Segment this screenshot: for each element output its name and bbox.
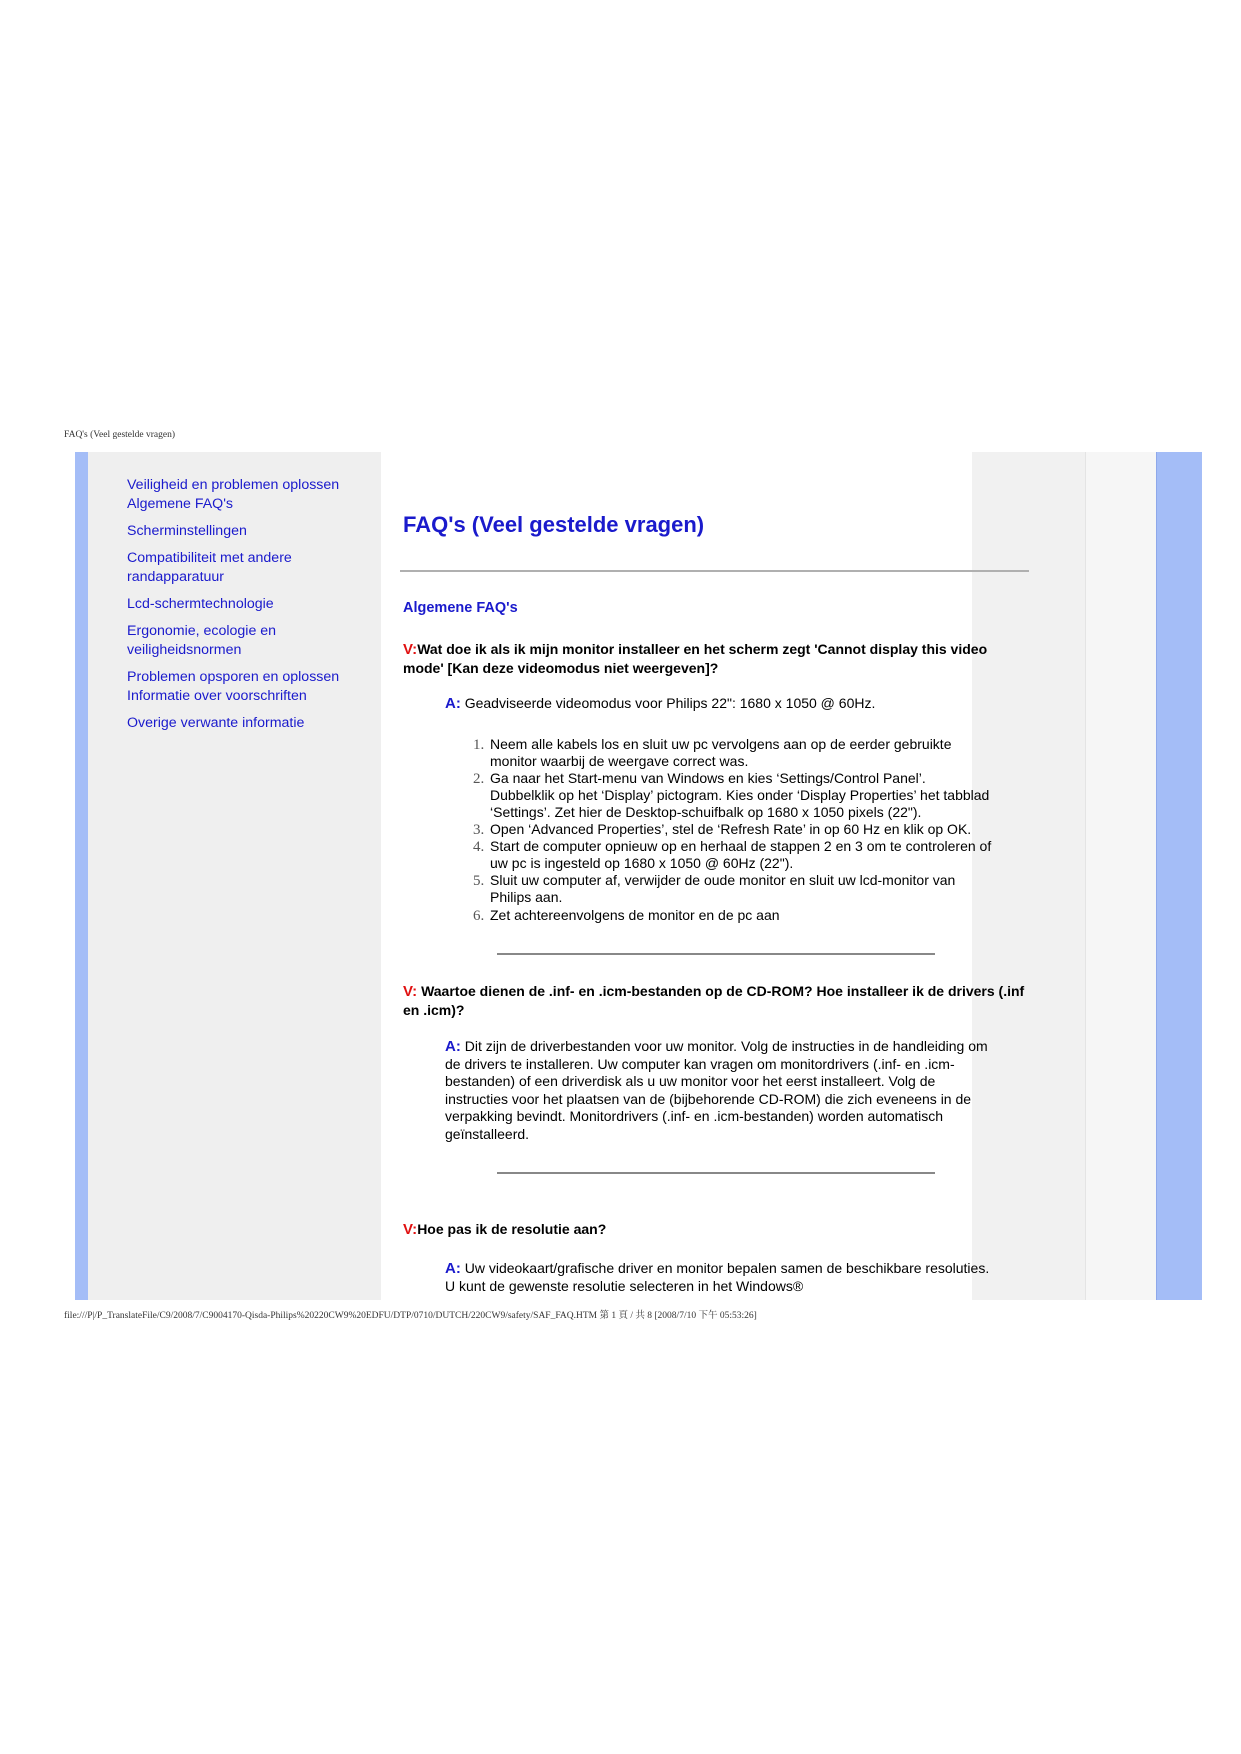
- sidebar-item-algemene-faqs[interactable]: [114, 495, 384, 514]
- page-title: FAQ's (Veel gestelde vragen): [403, 512, 705, 537]
- faq-question-2: [403, 982, 1028, 1019]
- title-divider: [400, 570, 1029, 572]
- faq-question-3: [403, 1220, 1028, 1239]
- answer-prefix: A:: [445, 1038, 461, 1055]
- left-blue-bar: [75, 452, 88, 1300]
- sidebar-item-scherminstellingen[interactable]: [114, 522, 384, 541]
- list-item: 5. Sluit uw computer af, verwijder de oude monitor en sluit uw lcd-monitor van Philips aan.: [488, 872, 993, 906]
- list-item: 1. Neem alle kabels los en sluit uw pc vervolgens aan op de eerder gebruikte monitor waarbij de weergave correct was.: [488, 736, 993, 770]
- sidebar-item-ergonomie[interactable]: [114, 622, 384, 660]
- sidebar-item-label[interactable]: Veiligheid en problemen oplossen: [127, 477, 340, 493]
- section-title: Algemene FAQ's: [403, 600, 518, 616]
- sidebar: [88, 452, 381, 1300]
- right-gray-panel-inner: [1085, 452, 1164, 1300]
- question-prefix: V:: [403, 1221, 418, 1238]
- faq-divider: [497, 1172, 935, 1174]
- question-prefix: V:: [403, 641, 418, 658]
- sidebar-item-label[interactable]: Overige verwante informatie: [127, 715, 305, 731]
- answer-text: Dit zijn de driverbestanden voor uw monitor. Volg de instructies in de handleiding om de drivers te installeren. Uw computer kan vragen om monitordrivers (.inf- en .icm-bestanden) of een driverdisk als u uw monitor voor het eerst installeert. Volg de instructies voor het plaatsen van de (bijbehorende CD-ROM) die zich eveneens in de verpakking bevindt. Monitordrivers (.inf- en .icm-bestanden) worden automatisch geïnstalleerd.: [445, 1038, 988, 1142]
- answer-prefix: A:: [445, 695, 461, 712]
- sidebar-item-overige[interactable]: [114, 714, 384, 733]
- list-item: 2. Ga naar het Start-menu van Windows en kies ‘Settings/Control Panel’. Dubbelklik op het ‘Display’ pictogram. Kies onder ‘Display Properties’ het tabblad ‘Settings’. Zet hier de Desktop-schuifbalk op 1680 x 1050 pixels (22").: [488, 770, 993, 821]
- faq-answer-2: [445, 1038, 990, 1143]
- list-item: 4. Start de computer opnieuw op en herhaal de stappen 2 en 3 om te controleren of uw pc is ingesteld op 1680 x 1050 @ 60Hz (22").: [488, 838, 993, 872]
- page-header: FAQ's (Veel gestelde vragen): [64, 430, 176, 440]
- page-frame: [75, 452, 1202, 1300]
- sidebar-item-label[interactable]: Lcd-schermtechnologie: [127, 596, 274, 612]
- sidebar-item-veiligheid[interactable]: [114, 476, 384, 495]
- sidebar-item-label[interactable]: Problemen opsporen en oplossen: [127, 669, 340, 685]
- answer-prefix: A:: [445, 1260, 461, 1277]
- sidebar-item-label[interactable]: Scherminstellingen: [127, 523, 247, 539]
- answer-text: Geadviseerde videomodus voor Philips 22": 1680 x 1050 @ 60Hz.: [464, 695, 876, 711]
- faq-answer-3: [445, 1260, 990, 1295]
- sidebar-item-compatibiliteit[interactable]: [114, 549, 384, 587]
- question-text: Waartoe dienen de .inf- en .icm-bestanden op de CD-ROM? Hoe installeer ik de drivers (.inf en .icm)?: [403, 983, 1025, 1018]
- question-prefix: V:: [403, 983, 418, 1000]
- list-item: 6. Zet achtereenvolgens de monitor en de pc aan: [488, 907, 993, 924]
- answer-text: Uw videokaart/grafische driver en monitor bepalen samen de beschikbare resoluties. U kunt de gewenste resolutie selecteren in het Windows®: [445, 1260, 990, 1294]
- sidebar-item-label[interactable]: Ergonomie, ecologie en veiligheidsnormen: [127, 623, 277, 658]
- sidebar-item-label[interactable]: Algemene FAQ's: [127, 496, 234, 512]
- faq-answer-1: [445, 695, 990, 713]
- faq-question-1: [403, 640, 1028, 677]
- sidebar-item-lcd-technologie[interactable]: [114, 595, 384, 614]
- list-item: 3. Open ‘Advanced Properties’, stel de ‘Refresh Rate’ in op 60 Hz en klik op OK.: [488, 821, 993, 838]
- sidebar-item-problemen[interactable]: [114, 668, 384, 687]
- faq-divider: [497, 953, 935, 955]
- page-footer: file:///P|/P_TranslateFile/C9/2008/7/C9004170-Qisda-Philips%20220CW9%20EDFU/DTP/0710/DUTCH/220CW9/safety/SAF_FAQ.HTM 第 1 頁 / 共 8 [2008/7/10 下午 05:53:26]: [64, 1311, 757, 1321]
- sidebar-nav: [114, 476, 384, 733]
- question-text: Hoe pas ik de resolutie aan?: [417, 1221, 607, 1237]
- right-blue-bar: [1157, 452, 1202, 1300]
- question-text: Wat doe ik als ik mijn monitor installeer en het scherm zegt 'Cannot display this video mode' [Kan deze videomodus niet weergeven]?: [403, 641, 988, 676]
- sidebar-item-label[interactable]: Informatie over voorschriften: [127, 688, 307, 704]
- sidebar-item-label[interactable]: Compatibiliteit met andere randapparatuur: [127, 550, 292, 585]
- sidebar-item-voorschriften[interactable]: [114, 687, 384, 706]
- steps-list: [446, 736, 993, 924]
